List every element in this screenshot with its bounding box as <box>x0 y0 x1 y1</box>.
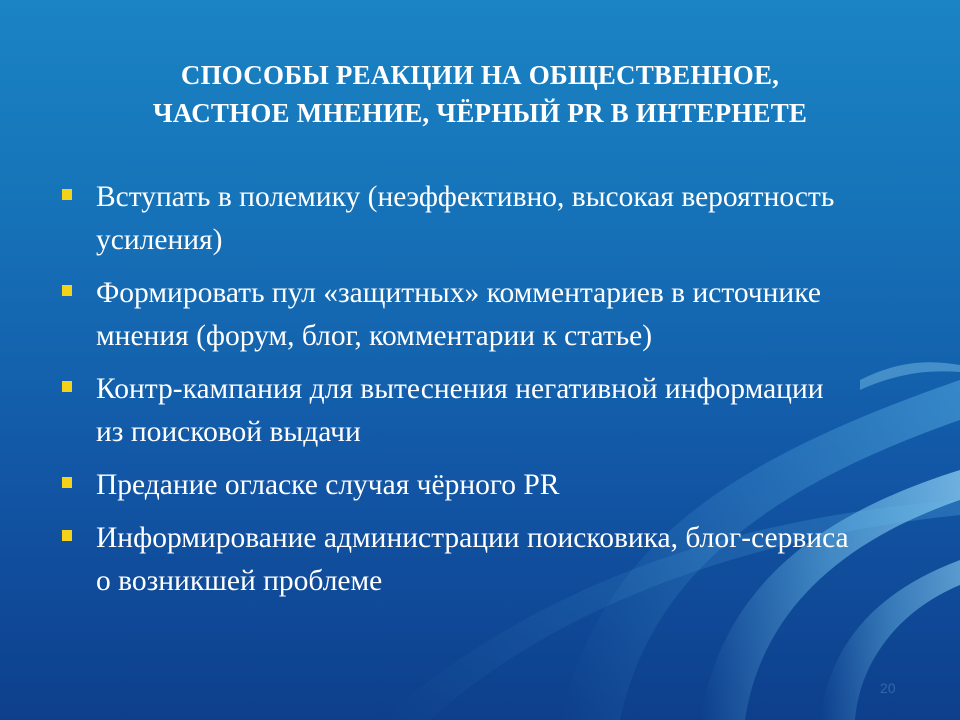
bullet-item <box>58 464 858 507</box>
bullet-square-icon <box>62 189 72 200</box>
bullet-text: Формировать пул «защитных» комментариев в источнике мнения (форум, блог, комментарии к статье) <box>96 277 821 352</box>
bullet-list <box>58 176 858 613</box>
bullet-item <box>58 272 858 358</box>
bullet-item <box>58 517 858 603</box>
slide-title-line-1: СПОСОБЫ РЕАКЦИИ НА ОБЩЕСТВЕННОЕ, <box>180 60 780 90</box>
bullet-item <box>58 176 858 262</box>
footer-date <box>56 670 59 681</box>
bullet-text: Предание огласке случая чёрного PR <box>96 469 560 501</box>
slide-title <box>40 56 920 132</box>
slide-number: 20 <box>880 680 896 696</box>
bullet-square-icon <box>62 477 72 488</box>
slide-title-line-2: ЧАСТНОЕ МНЕНИЕ, ЧЁРНЫЙ PR В ИНТЕРНЕТЕ <box>152 98 808 128</box>
bullet-text: Контр-кампания для вытеснения негативной информации из поисковой выдачи <box>96 373 824 448</box>
bullet-item <box>58 368 858 454</box>
bullet-text: Информирование администрации поисковика, блог-сервиса о возникшей проблеме <box>96 522 849 597</box>
bullet-square-icon <box>62 285 72 296</box>
bullet-text: Вступать в полемику (неэффективно, высокая вероятность усиления) <box>96 181 835 256</box>
bullet-square-icon <box>62 381 72 392</box>
bullet-square-icon <box>62 530 72 541</box>
